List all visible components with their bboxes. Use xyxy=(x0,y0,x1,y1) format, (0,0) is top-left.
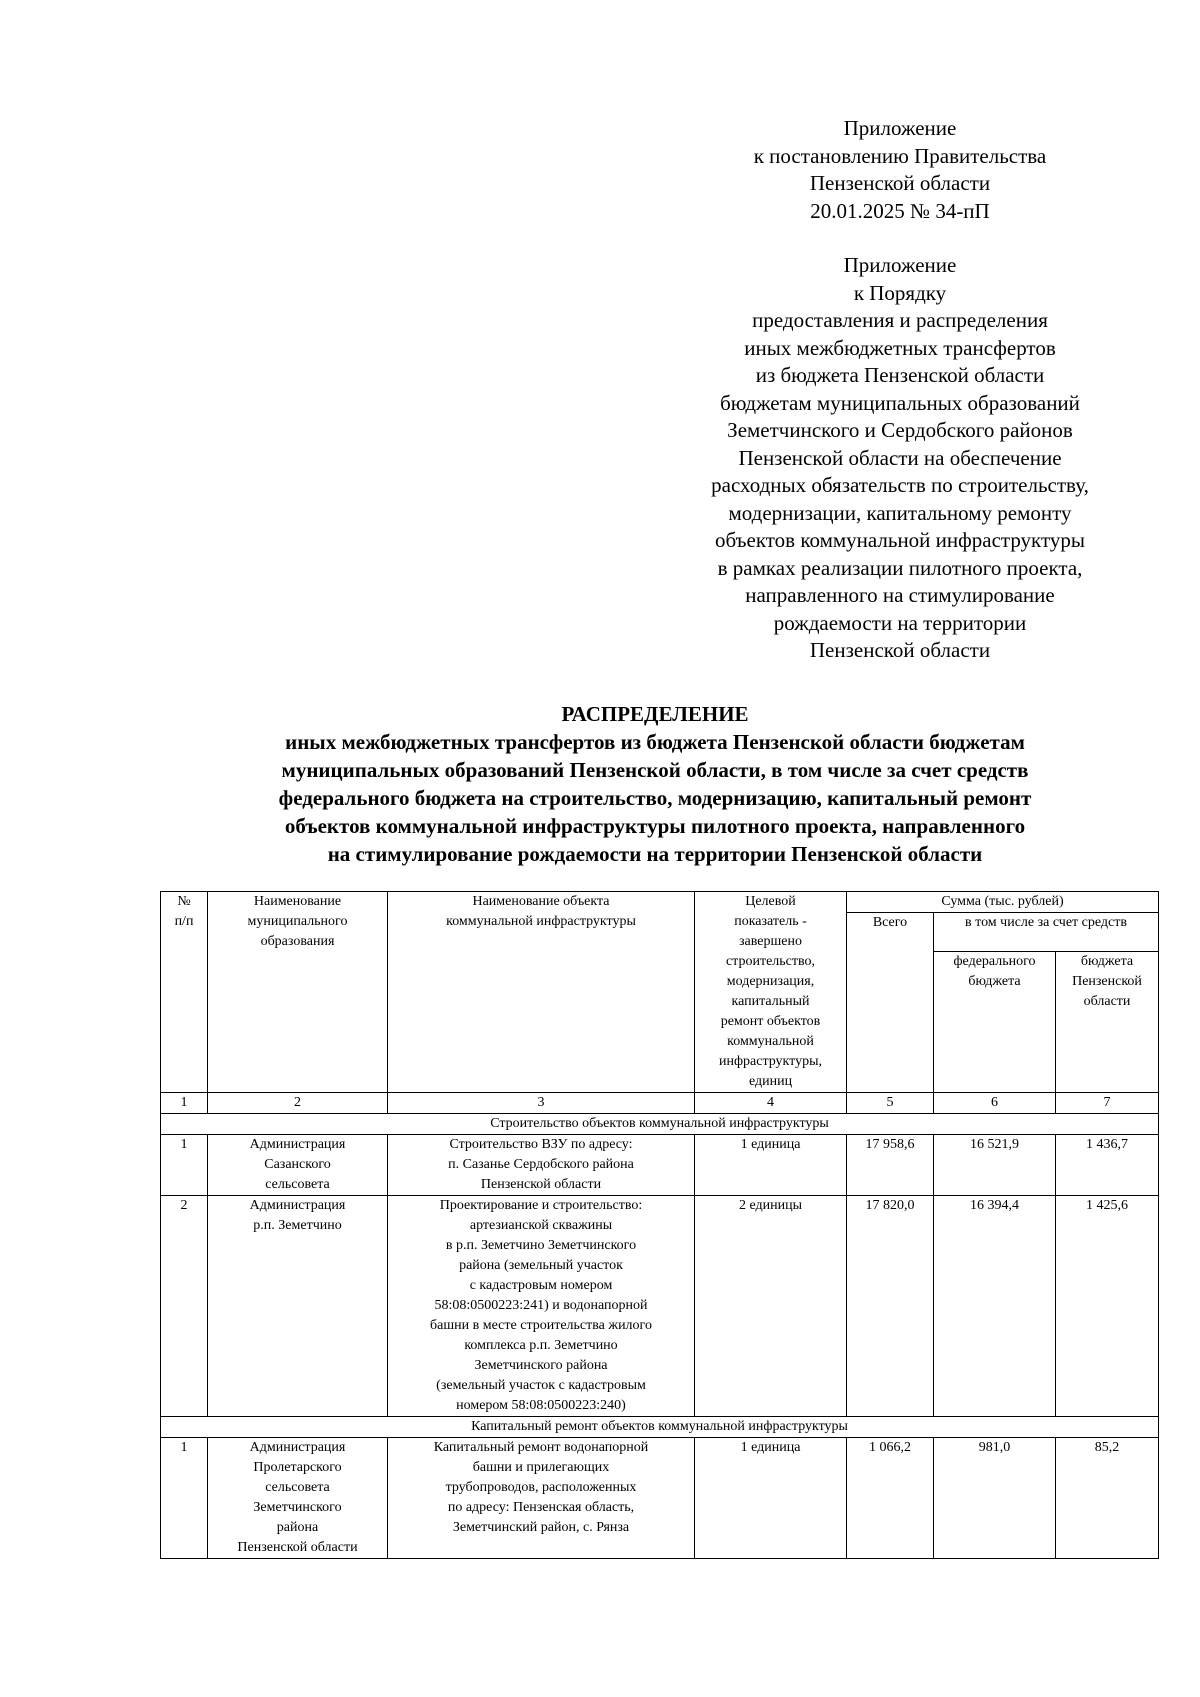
header-line: Наименование xyxy=(253,894,342,909)
appendix-main-line: 20.01.2025 № 34-пП xyxy=(810,198,990,223)
table-row xyxy=(161,1196,1159,1417)
title-line: объектов коммунальной инфраструктуры пилотного проекта, направленного xyxy=(284,814,1026,838)
appendix-main-line: к постановлению Правительства xyxy=(753,143,1047,168)
header-line: № xyxy=(177,894,191,909)
indicator-cell: 2 единицы xyxy=(695,1196,847,1417)
object-cell-line: 58:08:0500223:241) и водонапорной xyxy=(434,1298,648,1313)
object-cell-line: по адресу: Пензенская область, xyxy=(447,1500,635,1515)
municipality-cell-line: Администрация xyxy=(249,1440,346,1455)
header-num xyxy=(161,892,208,1093)
object-cell-line: Капитальный ремонт водонапорной xyxy=(433,1440,649,1455)
header-line: завершено xyxy=(739,934,802,949)
section-title: Капитальный ремонт объектов коммунальной инфраструктуры xyxy=(161,1417,1159,1438)
header-line: модернизация, xyxy=(726,974,815,989)
header-including: в том числе за счет средств xyxy=(934,913,1159,952)
header-line: федерального xyxy=(953,954,1036,969)
object-cell xyxy=(388,1135,695,1196)
municipality-cell-line: сельсовета xyxy=(265,1480,330,1495)
appendix-order-header xyxy=(690,252,1110,665)
object-cell-line: Пензенской области xyxy=(480,1177,602,1192)
title-heading: РАСПРЕДЕЛЕНИЕ xyxy=(561,702,749,726)
total-cell: 17 958,6 xyxy=(847,1135,934,1196)
column-number: 1 xyxy=(161,1093,208,1114)
header-line: Целевой xyxy=(745,894,796,909)
row-number: 2 xyxy=(161,1196,208,1417)
object-cell-line: номером 58:08:0500223:240) xyxy=(456,1398,626,1413)
header-line: Пензенской xyxy=(1072,974,1142,989)
municipality-cell-line: Пензенской области xyxy=(237,1540,358,1555)
header-line: коммунальной xyxy=(727,1034,814,1049)
object-cell-line: артезианской скважины xyxy=(469,1218,613,1233)
object-cell-line: района (земельный участок xyxy=(459,1258,623,1273)
header-line: строительство, xyxy=(725,954,816,969)
indicator-cell: 1 единица xyxy=(695,1438,847,1559)
municipality-cell-line: р.п. Земетчино xyxy=(253,1218,342,1233)
header-object xyxy=(388,892,695,1093)
object-cell-line: с кадастровым номером xyxy=(469,1278,613,1293)
appendix-order-line: иных межбюджетных трансфертов xyxy=(744,335,1056,360)
regional-cell: 85,2 xyxy=(1056,1438,1159,1559)
appendix-order-line: из бюджета Пензенской области xyxy=(755,363,1045,387)
header-line: Наименование объекта xyxy=(472,894,610,909)
appendix-main-line: Приложение xyxy=(843,116,957,140)
total-cell: 1 066,2 xyxy=(847,1438,934,1559)
object-cell-line: Строительство ВЗУ по адресу: xyxy=(449,1137,633,1152)
appendix-order-line: Приложение xyxy=(843,253,957,277)
municipality-cell-line: Пролетарского xyxy=(253,1460,342,1475)
table-row xyxy=(161,1135,1159,1196)
appendix-order-line: предоставления и распределения xyxy=(752,308,1048,332)
municipality-cell-line: Земетчинского xyxy=(253,1500,342,1515)
object-cell-line: (земельный участок с кадастровым xyxy=(436,1378,646,1393)
appendix-main-line: Пензенской области xyxy=(809,171,991,195)
appendix-order-line: рождаемости на территории xyxy=(773,610,1027,635)
header-indicator xyxy=(695,892,847,1093)
municipality-cell-line: сельсовета xyxy=(265,1177,330,1192)
column-number: 2 xyxy=(208,1093,388,1114)
column-number: 5 xyxy=(847,1093,934,1114)
municipality-cell xyxy=(208,1135,388,1196)
appendix-order-line: в рамках реализации пилотного проекта, xyxy=(717,555,1083,580)
appendix-order-line: к Порядку xyxy=(853,280,947,305)
title-line: муниципальных образований Пензенской области, в том числе за счет средств xyxy=(281,758,1029,782)
municipality-cell xyxy=(208,1438,388,1559)
table-row xyxy=(161,1438,1159,1559)
object-cell xyxy=(388,1438,695,1559)
appendix-order-line: Пензенской области на обеспечение xyxy=(738,445,1062,470)
municipality-cell-line: Администрация xyxy=(249,1137,346,1152)
table-body xyxy=(161,1114,1159,1559)
appendix-order-line: модернизации, капитальному ремонту xyxy=(728,500,1072,525)
header-line: п/п xyxy=(174,914,194,929)
header-line: образования xyxy=(260,934,335,949)
federal-cell: 16 394,4 xyxy=(934,1196,1056,1417)
section-row xyxy=(161,1114,1159,1135)
title-line: на стимулирование рождаемости на территории Пензенской области xyxy=(327,842,983,866)
title-subtitle xyxy=(150,728,1160,868)
header-sum: Сумма (тыс. рублей) xyxy=(847,892,1159,913)
header-total: Всего xyxy=(847,913,934,1093)
column-number: 7 xyxy=(1056,1093,1159,1114)
column-number: 6 xyxy=(934,1093,1056,1114)
header-line: единиц xyxy=(748,1074,793,1089)
municipality-cell-line: Сазанского xyxy=(264,1157,331,1172)
header-regional xyxy=(1056,952,1159,1093)
header-line: области xyxy=(1083,994,1131,1009)
appendix-order-line: Земетчинского и Сердобского районов xyxy=(727,418,1073,442)
object-cell-line: башни и прилегающих xyxy=(472,1460,610,1475)
appendix-order-line: бюджетам муниципальных образований xyxy=(720,390,1080,415)
regional-cell: 1 436,7 xyxy=(1056,1135,1159,1196)
section-row xyxy=(161,1417,1159,1438)
column-number: 4 xyxy=(695,1093,847,1114)
row-number: 1 xyxy=(161,1438,208,1559)
header-line: бюджета xyxy=(1080,954,1134,969)
indicator-cell: 1 единица xyxy=(695,1135,847,1196)
object-cell-line: комплекса р.п. Земетчино xyxy=(464,1338,618,1353)
row-number: 1 xyxy=(161,1135,208,1196)
appendix-order-line: направленного на стимулирование xyxy=(745,583,1055,607)
appendix-order-line: Пензенской области xyxy=(809,638,991,662)
header-line: инфраструктуры, xyxy=(718,1054,823,1069)
section-title: Строительство объектов коммунальной инфраструктуры xyxy=(161,1114,1159,1135)
federal-cell: 16 521,9 xyxy=(934,1135,1056,1196)
municipality-cell-line: Администрация xyxy=(249,1198,346,1213)
appendix-main-header xyxy=(690,115,1110,225)
header-line: муниципального xyxy=(247,914,348,929)
header-line: коммунальной инфраструктуры xyxy=(446,914,636,929)
column-numbers-row xyxy=(161,1093,1159,1114)
object-cell-line: башни в месте строительства жилого xyxy=(430,1318,652,1333)
object-cell-line: Земетчинский район, с. Рянза xyxy=(452,1520,630,1535)
municipality-cell-line: района xyxy=(276,1520,319,1535)
object-cell xyxy=(388,1196,695,1417)
object-cell-line: в р.п. Земетчино Земетчинского xyxy=(445,1238,637,1253)
header-line: капитальный xyxy=(731,994,810,1009)
column-number: 3 xyxy=(388,1093,695,1114)
header-line: ремонт объектов xyxy=(720,1014,821,1029)
title-line: иных межбюджетных трансфертов из бюджета Пензенской области бюджетам xyxy=(285,730,1025,754)
object-cell-line: Проектирование и строительство: xyxy=(439,1198,643,1213)
distribution-table xyxy=(160,891,1159,1559)
document-title xyxy=(150,700,1160,868)
object-cell-line: п. Сазанье Сердобского района xyxy=(448,1157,634,1172)
header-municipality xyxy=(208,892,388,1093)
regional-cell: 1 425,6 xyxy=(1056,1196,1159,1417)
federal-cell: 981,0 xyxy=(934,1438,1056,1559)
object-cell-line: трубопроводов, расположенных xyxy=(445,1480,637,1495)
object-cell-line: Земетчинского района xyxy=(474,1358,608,1373)
header-line: показатель - xyxy=(734,914,807,929)
appendix-order-line: расходных обязательств по строительству, xyxy=(711,473,1089,497)
title-line: федерального бюджета на строительство, модернизацию, капитальный ремонт xyxy=(278,786,1032,810)
municipality-cell xyxy=(208,1196,388,1417)
appendix-order-line: объектов коммунальной инфраструктуры xyxy=(715,528,1085,552)
header-line: бюджета xyxy=(968,974,1021,989)
total-cell: 17 820,0 xyxy=(847,1196,934,1417)
header-federal xyxy=(934,952,1056,1093)
